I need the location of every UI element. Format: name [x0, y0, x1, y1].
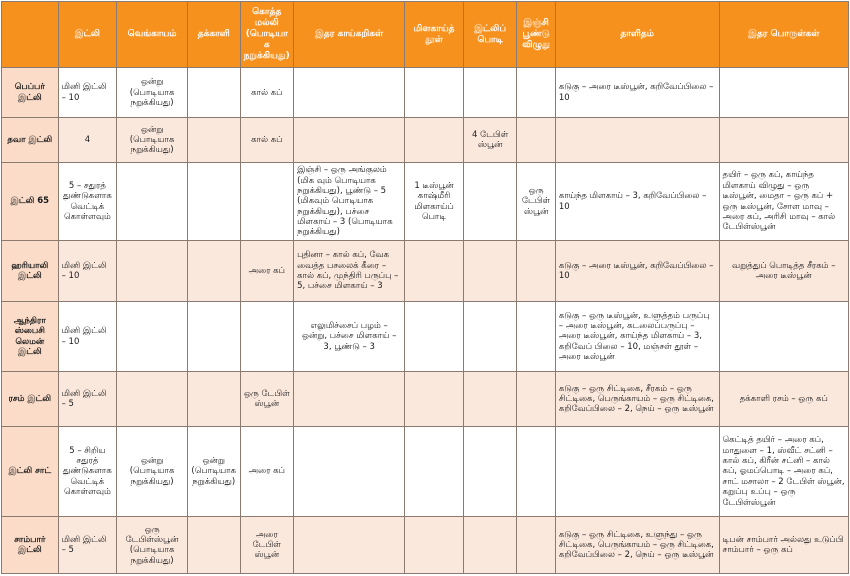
cell-other-items: [719, 118, 848, 162]
row-title: தவா இட்லி: [2, 118, 59, 162]
table-row: [2, 372, 849, 426]
row-title: சாம்பார் இட்லி: [2, 517, 59, 574]
header-row: [2, 2, 849, 68]
cell-tomato: [187, 301, 240, 372]
cell-onion: [117, 241, 188, 301]
cell-tomato: [187, 68, 240, 118]
cell-tempering: கடுகு – ஒரு சிட்டிகை, சீரகம் – ஒரு சிட்டிகை, பெருங்காயம் – ஒரு சிட்டிகை, கறிவேப்பிலை – 2, நெய் – ஒரு டீஸ்பூன்: [555, 372, 719, 426]
cell-ginger-garlic: [517, 372, 555, 426]
header-other-vegetables: இதர காய்கறிகள்: [294, 2, 405, 68]
cell-other-items: தக்காளி ரசம் – ஒரு கப்: [719, 372, 848, 426]
cell-other-items: வறுத்துப் பொடித்த சீரகம் – அரை டீஸ்பூன்: [719, 241, 848, 301]
table-row: [2, 241, 849, 301]
cell-idli: மினி இட்லி – 5: [58, 517, 117, 574]
cell-onion: [117, 301, 188, 372]
cell-tomato: [187, 517, 240, 574]
cell-coriander: அரை கப்: [240, 241, 294, 301]
cell-chilli-powder: [405, 68, 464, 118]
cell-coriander: கால் கப்: [240, 68, 294, 118]
cell-other-items: [719, 68, 848, 118]
row-title: ஆந்திரா ஸ்பைசி லெமன் இட்லி: [2, 301, 59, 372]
cell-tempering: கடுகு – ஒரு சிட்டிகை, உளுந்து – ஒரு சிட்டிகை, பெருங்காயம் – ஒரு சிட்டிகை, கறிவேப்பிலை – 2, நெய் – ஒரு டீஸ்பூன்: [555, 517, 719, 574]
cell-onion: ஒன்று (பொடியாக நறுக்கியது): [117, 118, 188, 162]
cell-other-items: [719, 301, 848, 372]
cell-onion: ஒன்று (பொடியாக நறுக்கியது): [117, 68, 188, 118]
cell-tomato: [187, 162, 240, 241]
cell-coriander: [240, 301, 294, 372]
cell-tempering: கடுகு – அரை டீஸ்பூன், கறிவேப்பிலை – 10: [555, 241, 719, 301]
cell-idli: 5 – சதுரத் துண்டுகளாக வெட்டிக் கொள்ளவும்: [58, 162, 117, 241]
header-onion: வெங்காயம்: [117, 2, 188, 68]
cell-other-items: கெட்டித் தயிர் – அரை கப், மாதுளை – 1, ஸ்வீட் சட்னி – கால் கப், கிரீன் சட்னி – கால் கப், ஓமப்பொடி – அரை கப், சாட் மசாலா – 2 டேபிள் ஸ்பூன், கறுப்பு உப்பு – ஒரு டேபிள்ஸ்பூன்: [719, 426, 848, 517]
header-coriander: கொத்த மல்லி (பொடியாக நறுக்கியது): [240, 2, 294, 68]
cell-idli: மினி இட்லி – 5: [58, 372, 117, 426]
cell-idli-podi: [463, 426, 517, 517]
cell-onion: ஒன்று (பொடியாக நறுக்கியது): [117, 426, 188, 517]
cell-chilli-powder: [405, 118, 464, 162]
cell-other-vegetables: இஞ்சி – ஒரு அங்குலம் (மிக வும் பொடியாக நறுக்கியது), பூண்டு – 5 (மிகவும் பொடியாக நறுக்கியது), பச்சை மிளகாய் – 3 (பொடியாக நறுக்கியது): [294, 162, 405, 241]
cell-tempering: கடுகு – ஒரு டீஸ்பூன், உளுத்தம் பருப்பு – அரை டீஸ்பூன், கடலைப்பருப்பு – அரை டீஸ்பூன், காய்ந்த மிளகாய் – 3, கறிவேப் பிலை – 10, மஞ்சள் தூள் – அரை டீஸ்பூன்: [555, 301, 719, 372]
cell-idli: 4: [58, 118, 117, 162]
cell-other-vegetables: [294, 118, 405, 162]
row-title: இட்லி சாட்: [2, 426, 59, 517]
header-tomato: தக்காளி: [187, 2, 240, 68]
header-tempering: தாளிதம்: [555, 2, 719, 68]
cell-other-vegetables: எலுமிச்சைப் பழம் – ஒன்று, பச்சை மிளகாய் – 3, பூண்டு – 3: [294, 301, 405, 372]
table-row: [2, 301, 849, 372]
cell-other-vegetables: புதினா – கால் கப், வேக வைத்த பசலைக் கீரை – கால் கப், முந்திரி பருப்பு – 5, பச்சை மிளகாய் – 3: [294, 241, 405, 301]
cell-idli: 5 – சிறிய சதுரத் துண்டுகளாக வெட்டிக் கொள்ளவும்: [58, 426, 117, 517]
cell-ginger-garlic: [517, 301, 555, 372]
cell-ginger-garlic: [517, 241, 555, 301]
table-row: [2, 426, 849, 517]
cell-idli-podi: [463, 372, 517, 426]
cell-chilli-powder: [405, 426, 464, 517]
cell-tomato: [187, 241, 240, 301]
cell-idli-podi: [463, 301, 517, 372]
cell-chilli-powder: 1 டீஸ்பூன் காஷ்மீரி மிளகாய்ப் பொடி: [405, 162, 464, 241]
cell-coriander: கால் கப்: [240, 118, 294, 162]
header-idli: இட்லி: [58, 2, 117, 68]
cell-other-items: டிபன் சாம்பார் அல்லது உடுப்பி சாம்பார் – ஒரு கப்: [719, 517, 848, 574]
cell-idli: மினி இட்லி – 10: [58, 241, 117, 301]
cell-ginger-garlic: ஒரு டேபிள் ஸ்பூன்: [517, 162, 555, 241]
cell-coriander: அரை டேபிள் ஸ்பூன்: [240, 517, 294, 574]
cell-onion: [117, 372, 188, 426]
cell-ginger-garlic: [517, 426, 555, 517]
cell-idli-podi: 4 டேபிள் ஸ்பூன்: [463, 118, 517, 162]
header-corner: [2, 2, 59, 68]
cell-coriander: [240, 162, 294, 241]
cell-tempering: காய்ந்த மிளகாய் – 3, கறிவேப்பிலை – 10: [555, 162, 719, 241]
cell-tempering: கடுகு – அரை டீஸ்பூன், கறிவேப்பிலை – 10: [555, 68, 719, 118]
row-title: ரசம் இட்லி: [2, 372, 59, 426]
table-row: [2, 517, 849, 574]
row-title: இட்லி 65: [2, 162, 59, 241]
cell-tomato: [187, 118, 240, 162]
table-row: [2, 162, 849, 241]
header-other-items: இதர பொருள்கள்: [719, 2, 848, 68]
cell-idli-podi: [463, 517, 517, 574]
cell-onion: ஒரு டேபிள்ஸ்பூன் (பொடியாக நறுக்கியது): [117, 517, 188, 574]
cell-other-items: தயிர் – ஒரு கப், காய்ந்த மிளகாய் விழுது – ஒரு டீஸ்பூன், மைதா – ஒரு கப் + ஒரு டீஸ்பூன், சோள மாவு – அரை கப், அரிசி மாவு – கால் டேபிள்ஸ்பூன்: [719, 162, 848, 241]
cell-other-vegetables: [294, 68, 405, 118]
cell-idli-podi: [463, 241, 517, 301]
cell-coriander: அரை கப்: [240, 426, 294, 517]
row-title: ஹரியாலி இட்லி: [2, 241, 59, 301]
row-title: பெப்பர் இட்லி: [2, 68, 59, 118]
header-ginger-garlic: இஞ்சி பூண்டு விழுது: [517, 2, 555, 68]
header-idli-podi: இட்லிப் பொடி: [463, 2, 517, 68]
cell-chilli-powder: [405, 517, 464, 574]
recipe-table: [1, 1, 849, 574]
cell-other-vegetables: [294, 372, 405, 426]
cell-coriander: ஒரு டேபிள் ஸ்பூன்: [240, 372, 294, 426]
table-row: [2, 118, 849, 162]
cell-tempering: [555, 118, 719, 162]
table-row: [2, 68, 849, 118]
cell-chilli-powder: [405, 241, 464, 301]
cell-chilli-powder: [405, 372, 464, 426]
cell-other-vegetables: [294, 426, 405, 517]
cell-chilli-powder: [405, 301, 464, 372]
cell-tomato: [187, 372, 240, 426]
cell-ginger-garlic: [517, 517, 555, 574]
cell-tomato: ஒன்று (பொடியாக நறுக்கியது): [187, 426, 240, 517]
cell-idli-podi: [463, 162, 517, 241]
cell-ginger-garlic: [517, 118, 555, 162]
cell-ginger-garlic: [517, 68, 555, 118]
cell-other-vegetables: [294, 517, 405, 574]
cell-idli-podi: [463, 68, 517, 118]
header-chilli-powder: மிளகாய்த் தூள்: [405, 2, 464, 68]
cell-tempering: [555, 426, 719, 517]
cell-onion: [117, 162, 188, 241]
cell-idli: மினி இட்லி – 10: [58, 68, 117, 118]
cell-idli: மினி இட்லி – 10: [58, 301, 117, 372]
